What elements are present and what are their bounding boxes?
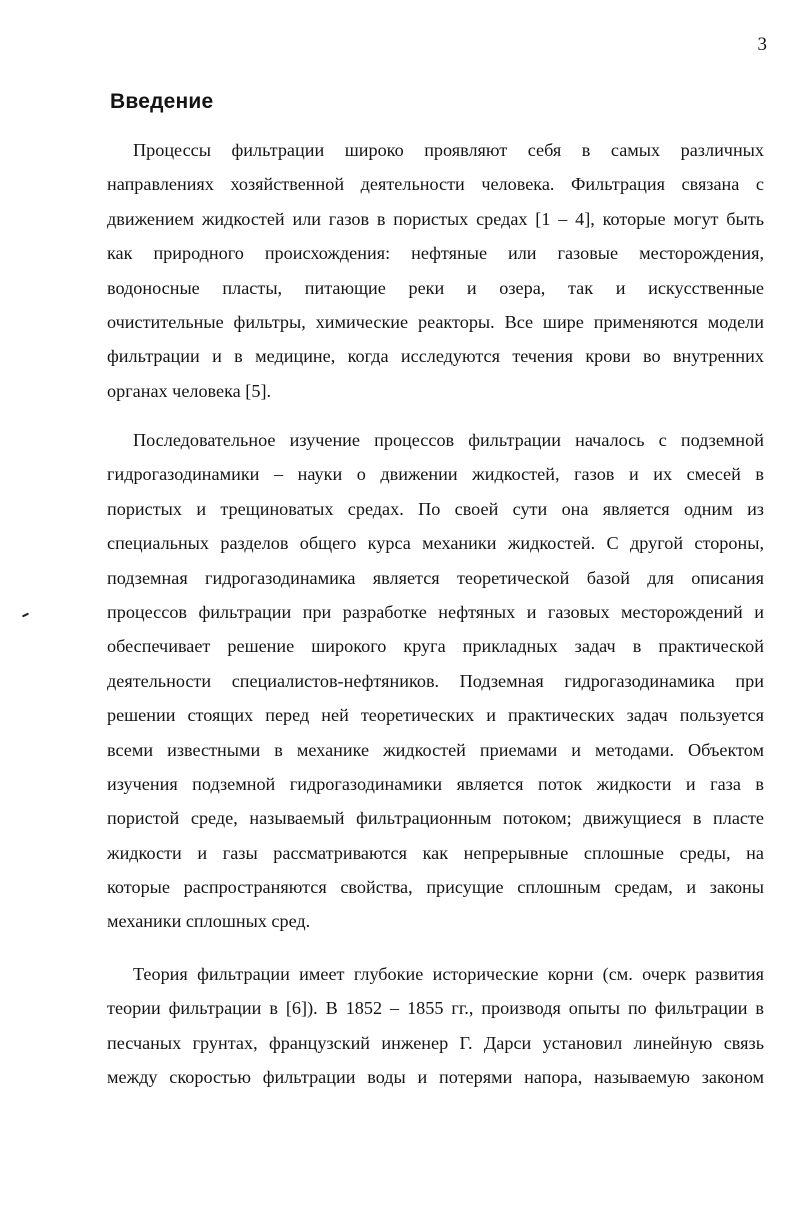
text-line: подземная гидрогазодинамика является теоретической базой для описания [107, 567, 764, 588]
text-line: направлениях хозяйственной деятельности человека. Фильтрация связана с [107, 174, 764, 195]
text-line: решении стоящих перед ней теоретических и практических задач пользуется [107, 705, 764, 726]
paragraph-1 [107, 133, 764, 408]
text-line: жидкости и газы рассматриваются как непрерывные сплошные среды, на [107, 842, 764, 863]
paragraph-2 [107, 423, 764, 939]
paragraph-3 [107, 957, 764, 1095]
text-line: водоносные пласты, питающие реки и озера, так и искусственные [107, 277, 764, 298]
text-line: обеспечивает решение широкого круга прикладных задач в практической [107, 636, 764, 657]
text-line: органах человека [5]. [107, 380, 272, 401]
text-line: изучения подземной гидрогазодинамики является поток жидкости и газа в [107, 773, 764, 794]
text-line: деятельности специалистов-нефтяников. Подземная гидрогазодинамика при [107, 670, 764, 691]
text-line: механики сплошных сред. [107, 911, 311, 932]
page-number: 3 [757, 34, 767, 55]
text-line: движением жидкостей или газов в пористых средах [1 – 4], которые могут быть [107, 208, 764, 229]
margin-mark [22, 613, 29, 618]
text-line: всеми известными в механике жидкостей приемами и методами. Объектом [107, 739, 764, 760]
text-line: пористых и трещиноватых средах. По своей сути она является одним из [107, 498, 764, 519]
text-line: пористой среде, называемый фильтрационным потоком; движущиеся в пласте [107, 808, 764, 829]
text-line: гидрогазодинамики – науки о движении жидкостей, газов и их смесей в [107, 464, 764, 485]
text-line: Теория фильтрации имеет глубокие исторические корни (см. очерк развития [133, 964, 764, 984]
section-heading: Введение [110, 90, 214, 113]
text-line: между скоростью фильтрации воды и потерями напора, называемую законом [107, 1067, 764, 1088]
text-line: Процессы фильтрации широко проявляют себя в самых различных [133, 140, 764, 160]
text-line: теории фильтрации в [6]). В 1852 – 1855 гг., производя опыты по фильтрации в [107, 998, 764, 1019]
text-line: Последовательное изучение процессов фильтрации началось с подземной [133, 430, 764, 450]
text-line: как природного происхождения: нефтяные или газовые месторождения, [107, 243, 764, 264]
text-line: очистительные фильтры, химические реакторы. Все шире применяются модели [107, 311, 764, 332]
text-line: процессов фильтрации при разработке нефтяных и газовых месторождений и [107, 601, 764, 622]
text-line: специальных разделов общего курса механики жидкостей. С другой стороны, [107, 533, 764, 554]
text-line: которые распространяются свойства, присущие сплошным средам, и законы [107, 877, 764, 898]
text-line: фильтрации и в медицине, когда исследуются течения крови во внутренних [107, 346, 764, 367]
text-line: песчаных грунтах, французский инженер Г. Дарси установил линейную связь [107, 1032, 764, 1053]
